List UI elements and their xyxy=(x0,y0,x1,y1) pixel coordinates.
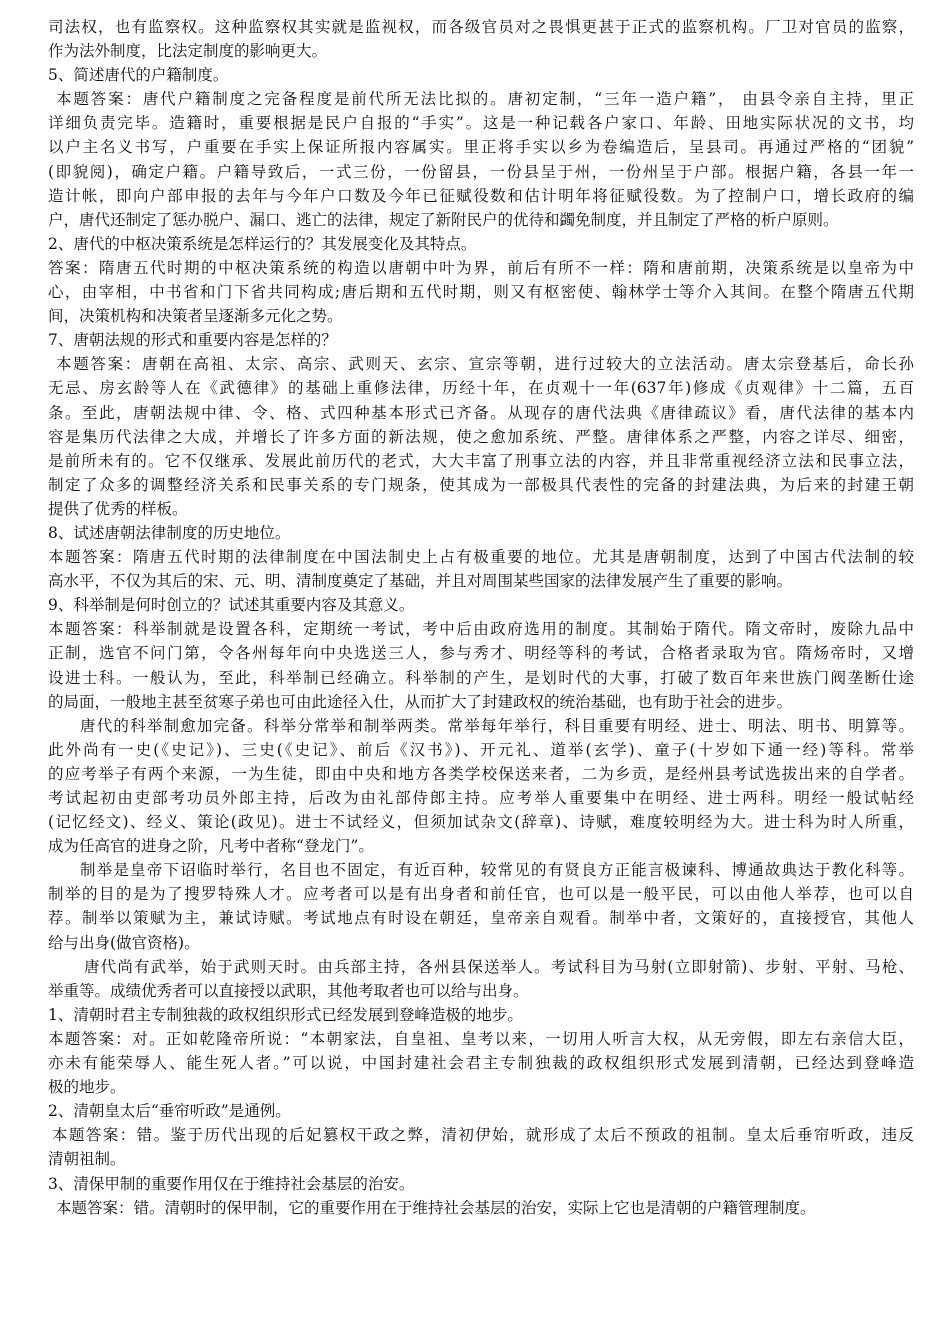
text-line: 唐代的科举制愈加完备。科举分常举和制举两类。常举每年举行，科目重要有明经、进士、明法、明书、明算等。 xyxy=(80,716,914,735)
text-line: 的局面，一般地主甚至贫寒子弟也可由此途径入仕，从而扩大了封建政权的统治基础，也有助于社会的进步。 xyxy=(48,692,793,711)
text-line: 制举是皇帝下诏临时举行，名目也不固定，有近百种，较常见的有贤良方正能言极谏科、博通故典达于教化科等。 xyxy=(80,861,914,880)
text-line: 给与出身(做官资格)。 xyxy=(48,933,200,952)
text-line: 无忌、房玄龄等人在《武德律》的基础上重修法律，历经十年，在贞观十一年(637年)修成《贞观律》十二篇，五百 xyxy=(48,379,914,398)
text-line: 1、清朝时君主专制独裁的政权组织形式已经发展到登峰造极的地步。 xyxy=(48,1005,523,1024)
text-line: 考试起初由吏部考功员外郎主持，后改为由礼部侍郎主持。应考举人重要集中在明经、进士两科。明经一般试帖经 xyxy=(48,789,914,807)
text-line: 8、试述唐朝法律制度的历史地位。 xyxy=(48,523,291,542)
text-line: 本题答案：唐代户籍制度之完备程度是前代所无法比拟的。唐初定制，“三年一造户籍”， 由县令亲自主持，里正 xyxy=(56,90,914,109)
text-line: 3、清保甲制的重要作用仅在于维持社会基层的治安。 xyxy=(48,1174,415,1193)
text-line: 本题答案：隋唐五代时期的法律制度在中国法制史上占有极重要的地位。尤其是唐朝制度，达到了中国古代法制的较 xyxy=(48,548,914,567)
text-line: 7、唐朝法规的形式和重要内容是怎样的？ xyxy=(48,331,337,350)
text-line: 司法权，也有监察权。这种监察权其实就是监视权，而各级官员对之畏惧更甚于正式的监察机构。厂卫对官员的监察， xyxy=(48,18,914,36)
text-line: 间，决策机构和决策者呈逐渐多元化之势。 xyxy=(48,307,343,326)
text-line: 极的地步。 xyxy=(48,1078,126,1097)
text-line: 心，由宰相，中书省和门下省共同构成;唐后期和五代时期，则又有枢密使、翰林学士等介入其间。在整个隋唐五代期 xyxy=(48,283,914,302)
text-line: 清朝祖制。 xyxy=(48,1150,126,1169)
text-line: (记忆经文)、经义、策论(政见)。进士不试经义，但须加试杂文(辞章)、诗赋，难度较明经为大。进士科为时人所重， xyxy=(48,813,914,832)
text-line: 荐。制举以策赋为主，兼试诗赋。考试地点有时设在朝廷，皇帝亲自观看。制举中者，文策好的，直接授官，其他人 xyxy=(48,909,914,928)
text-line: 亦未有能荣辱人、能生死人者。”可以说，中国封建社会君主专制独裁的政权组织形式发展到清朝，已经达到登峰造 xyxy=(48,1054,914,1073)
text-line: 5、简述唐代的户籍制度。 xyxy=(48,66,229,85)
text-line: 造计帐，即向户部申报的去年与今年户口数及今年已征赋役数和估计明年将征赋役数。为了控制户口，增长政府的编 xyxy=(48,186,914,205)
text-line: 成为任高官的进身之阶，凡考中者称“登龙门”。 xyxy=(48,837,374,856)
text-line: 2、清朝皇太后“垂帘听政”是通例。 xyxy=(48,1102,291,1121)
text-line: 本题答案：错。鉴于历代出现的后妃篡权干政之弊，清初伊始，就形成了太后不预政的祖制。皇太后垂帘听政，违反 xyxy=(52,1126,914,1145)
text-line: 本题答案：科举制就是设置各科，定期统一考试，考中后由政府选用的制度。其制始于隋代。隋文帝时，废除九品中 xyxy=(48,620,914,639)
text-line: 是前所未有的。它不仅继承、发展此前历代的老式，大大丰富了刑事立法的内容，并且非常重视经济立法和民事立法， xyxy=(48,451,914,470)
text-line: 正制，选官不问门第，令各州每年向中央选送三人，参与秀才、明经等科的考试，合格者录取为官。隋炀帝时，又增 xyxy=(48,644,914,663)
text-line: 答案：隋唐五代时期的中枢决策系统的构造以唐朝中叶为界，前后有所不一样：隋和唐前期，决策系统是以皇帝为中 xyxy=(48,258,914,277)
text-line: 制举的目的是为了搜罗特殊人才。应考者可以是有出身者和前任官，也可以是一般平民，可以由他人举荐，也可以自 xyxy=(48,885,914,904)
text-line: 设进士科。一般认为，至此，科举制已经确立。科举制的产生，是划时代的大事，打破了数百年来世族门阀垄断仕途 xyxy=(48,668,914,687)
text-line: 唐代尚有武举，始于武则天时。由兵部主持，各州县保送举人。考试科目为马射(立即射箭)、步射、平射、马枪、 xyxy=(84,957,914,976)
text-line: 9、科举制是何时创立的？试述其重要内容及其意义。 xyxy=(48,596,415,615)
text-line: 户，唐代还制定了惩办脱户、漏口、逃亡的法律，规定了新附民户的优待和蠲免制度，并且制定了严格的析户原则。 xyxy=(48,210,839,229)
text-line: 本题答案：错。清朝时的保甲制，它的重要作用在于维持社会基层的治安，实际上它也是清朝的户籍管理制度。 xyxy=(56,1198,816,1217)
text-line: (即貌阅)，确定户籍。户籍导致后，一式三份，一份留县，一份县呈于州，一份州呈于户部。根据户籍，各县一年一 xyxy=(48,162,914,181)
text-line: 的应考举子有两个来源，一为生徒，即由中央和地方各类学校保送来者，二为乡贡，是经州县考试选拔出来的自学者。 xyxy=(48,764,914,783)
text-line: 以户主名义书写，户重要在手实上保证所报内容属实。里正将手实以乡为卷编造后，呈县司。再通过严格的“团貌” xyxy=(48,138,914,157)
text-line: 容是集历代法律之大成，并增长了许多方面的新法规，使之愈加系统、严整。唐律体系之严整，内容之详尽、细密， xyxy=(48,427,914,446)
text-line: 此外尚有一史(《史记》)、三史(《史记》、前后《汉书》)、开元礼、道举(玄学)、童子(十岁如下通一经)等科。常举 xyxy=(48,740,914,759)
text-line: 举重等。成绩优秀者可以直接授以武职，其他考取者也可以给与出身。 xyxy=(48,981,529,1000)
text-line: 条。至此，唐朝法规中律、令、格、式四种基本形式已齐备。从现存的唐代法典《唐律疏议》看，唐代法律的基本内 xyxy=(48,403,914,422)
text-line: 制定了众多的调整经济关系和民事关系的专门规条，使其成为一部极具代表性的完备的封建法典，为后来的封建王朝 xyxy=(48,475,914,494)
text-line: 详细负责完毕。造籍时，重要根据是民户自报的“手实”。这是一种记载各户家口、年龄、田地实际状况的文书，均 xyxy=(48,114,914,133)
text-line: 本题答案：唐朝在高祖、太宗、高宗、武则天、玄宗、宣宗等朝，进行过较大的立法活动。唐太宗登基后，命长孙 xyxy=(56,355,914,374)
text-line: 提供了优秀的样板。 xyxy=(48,499,188,518)
text-line: 本题答案：对。正如乾隆帝所说：“本朝家法，自皇祖、皇考以来，一切用人听言大权，从无旁假，即左右亲信大臣， xyxy=(48,1029,914,1048)
text-line: 2、唐代的中枢决策系统是怎样运行的？其发展变化及其特点。 xyxy=(48,234,477,253)
text-line: 高水平，不仅为其后的宋、元、明、清制度奠定了基础，并且对周围某些国家的法律发展产生了重要的影响。 xyxy=(48,572,793,591)
text-line: 作为法外制度，比法定制度的影响更大。 xyxy=(48,42,328,61)
